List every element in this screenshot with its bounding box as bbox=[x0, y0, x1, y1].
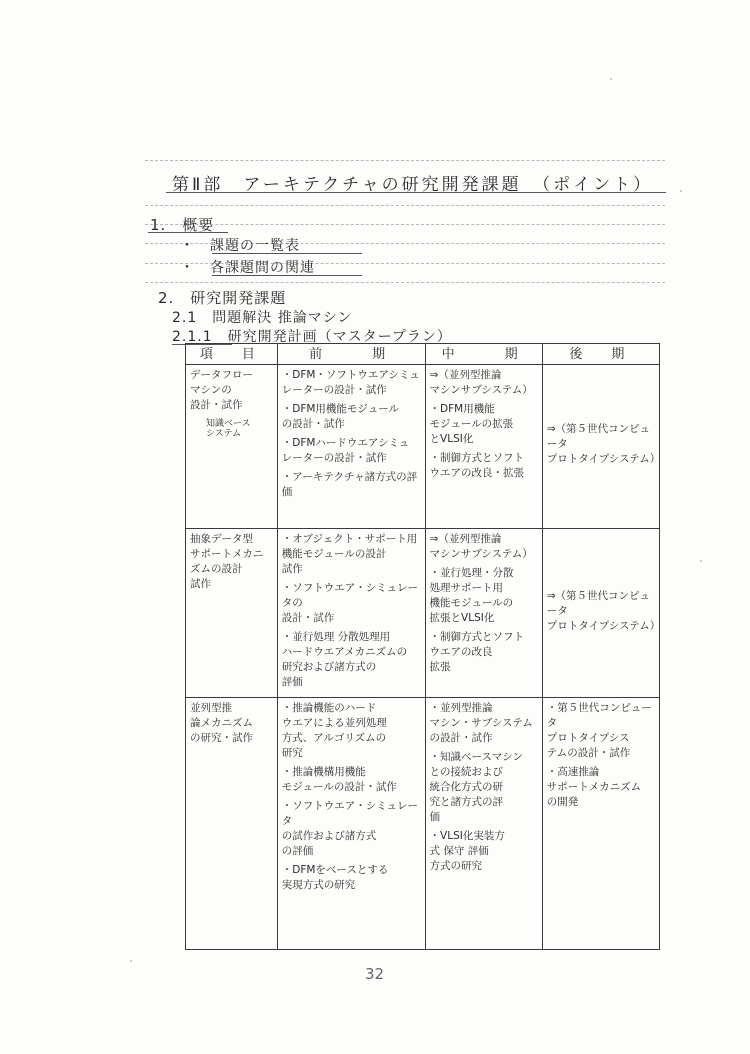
scan-speck bbox=[130, 960, 132, 962]
section-1-item: ・ 課題の一覧表 bbox=[180, 238, 300, 254]
section-2-1-heading: 2.1 問題解決 推論マシン bbox=[172, 310, 353, 326]
header-mid-term: 中 期 bbox=[425, 344, 542, 365]
header-item: 項 目 bbox=[186, 344, 278, 365]
row-item-label: 抽象データ型 サポートメカニ ズムの設計 試作 bbox=[190, 533, 264, 590]
paper-rule bbox=[145, 224, 665, 225]
plan-entry: ⇒（第５世代コンピュータ プロトタイプシステム） bbox=[546, 589, 661, 632]
section-2-1-1-heading: 2.1.1 研究開発計画（マスタープラン） bbox=[172, 329, 452, 345]
plan-entry: ・制御方式とソフト ウエアの改良 拡張 bbox=[429, 631, 525, 673]
section-2-heading: 2. 研究開発課題 bbox=[158, 289, 287, 307]
scan-speck bbox=[680, 190, 682, 192]
plan-entry: ・並列型推論 マシン・サブシステム の設計・試作 bbox=[429, 702, 533, 744]
row-mid-term-cell bbox=[425, 698, 542, 950]
plan-entry: ⇒（並列型推論 マシンサブシステム） bbox=[429, 533, 533, 560]
plan-entry: ・DFMハードウエアシミュ レーターの設計・試作 bbox=[281, 437, 410, 464]
plan-entry: ・ソフトウエア・シミュレータ の試作および諸方式 の評価 bbox=[281, 800, 419, 857]
table-row bbox=[186, 529, 660, 698]
plan-entry: ・アーキテクチャ諸方式の評価 bbox=[281, 471, 418, 498]
table-row bbox=[186, 365, 660, 529]
plan-entry: ・制御方式とソフト ウエアの改良・拡張 bbox=[429, 452, 525, 479]
plan-entry: ・DFM・ソフトウエアシミュ レーターの設計・試作 bbox=[281, 369, 420, 396]
row-late-term-cell bbox=[542, 698, 659, 950]
header-late-term: 後 期 bbox=[542, 344, 659, 365]
row-item-label: データフロー マシンの 設計・試作 bbox=[190, 369, 253, 411]
plan-entry: ⇒（第５世代コンピュータ プロトタイプシステム） bbox=[546, 423, 661, 465]
section-1-item-underline bbox=[212, 253, 362, 254]
section-1-item-underline bbox=[212, 275, 362, 276]
plan-entry: ・オブジェクト・サポート用 機能モジュールの設計 試作 bbox=[281, 533, 418, 575]
master-plan-table bbox=[185, 343, 660, 950]
scan-speck bbox=[610, 78, 612, 80]
row-mid-term-cell bbox=[425, 529, 542, 698]
plan-entry: ・ソフトウエア・シミュレータの 設計・試作 bbox=[281, 582, 419, 624]
row-early-term-cell bbox=[277, 698, 425, 950]
table-header-row bbox=[186, 344, 660, 365]
plan-entry: ・DFMをベースとする 実現方式の研究 bbox=[281, 864, 389, 891]
plan-entry: ・DFM用機能 モジュールの拡張 とVLSI化 bbox=[429, 403, 514, 445]
page-number: 32 bbox=[365, 965, 385, 983]
section-1-item: ・ 各課題間の関連 bbox=[180, 260, 315, 276]
scan-speck bbox=[700, 560, 702, 562]
paper-rule bbox=[145, 160, 665, 161]
row-mid-term-cell bbox=[425, 365, 542, 529]
row-item-label: 並列型推 論メカニズム の研究・試作 bbox=[190, 702, 253, 744]
paper-rule bbox=[145, 282, 665, 283]
plan-entry: ・DFM用機能モジュール の設計・試作 bbox=[281, 403, 399, 430]
row-late-term-cell bbox=[542, 365, 659, 529]
row-late-term-cell bbox=[542, 529, 659, 698]
row-item-cell bbox=[186, 365, 278, 529]
row-item-cell bbox=[186, 529, 278, 698]
section-1-underline bbox=[148, 232, 228, 233]
row-item-cell bbox=[186, 698, 278, 950]
title-underline bbox=[166, 192, 666, 193]
row-early-term-cell bbox=[277, 529, 425, 698]
plan-entry: ・推論機構用機能 モジュールの設計・試作 bbox=[281, 766, 397, 793]
plan-entry: ・知識ベースマシン との接続および 統合化方式の研 究と諸方式の評 価 bbox=[429, 751, 524, 823]
plan-entry: ⇒（並列型推論 マシンサブシステム） bbox=[429, 369, 533, 396]
table-row bbox=[186, 698, 660, 950]
row-early-term-cell bbox=[277, 365, 425, 529]
plan-entry: ・第５世代コンピュータ プロトタイプシス テムの設計・試作 bbox=[546, 702, 652, 759]
section-1-heading: 1. 概要 bbox=[150, 216, 215, 234]
plan-entry: ・VLSI化実装方 式 保守 評価 方式の研究 bbox=[429, 830, 505, 872]
header-early-term: 前 期 bbox=[277, 344, 425, 365]
page-title: 第Ⅱ部 アーキテクチャの研究開発課題 （ポイント） bbox=[172, 175, 654, 195]
plan-entry: ・並行処理・分散 処理サポート用 機能モジュールの 拡張とVLSI化 bbox=[429, 567, 514, 624]
plan-entry: ・推論機能のハード ウエアによる並列処理 方式、アルゴリズムの 研究 bbox=[281, 702, 387, 759]
plan-entry: ・並行処理 分散処理用 ハードウエアメカニズムの 研究および諸方式の 評価 bbox=[281, 631, 408, 688]
paper-rule bbox=[145, 205, 665, 206]
plan-entry: ・高速推論 サポートメカニズム の開発 bbox=[546, 766, 642, 808]
row-item-note: 知識ベース システム bbox=[206, 419, 251, 439]
